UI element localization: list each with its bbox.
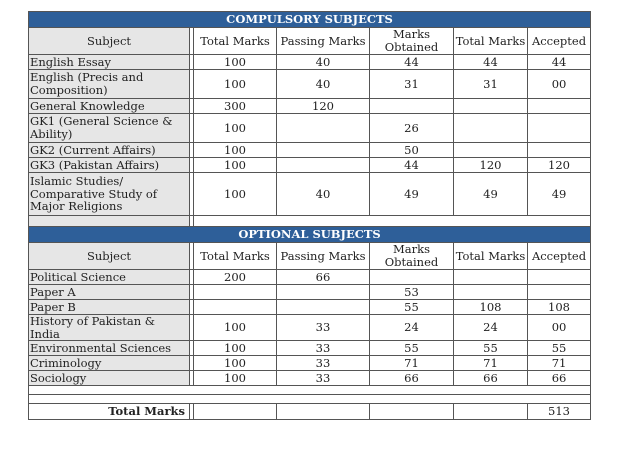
table-row bbox=[29, 70, 591, 99]
obtained-cell: 50 bbox=[370, 143, 454, 158]
obtained-cell: 26 bbox=[370, 114, 454, 143]
table-row bbox=[29, 371, 591, 386]
passing-cell: 33 bbox=[277, 356, 370, 371]
total-cell: 100 bbox=[194, 55, 277, 70]
table-row bbox=[29, 270, 591, 285]
column-header-row bbox=[29, 28, 591, 55]
accepted-cell: 55 bbox=[528, 341, 591, 356]
obtained-cell: 55 bbox=[370, 300, 454, 315]
obtained-cell: 55 bbox=[370, 341, 454, 356]
subject-cell: GK2 (Current Affairs) bbox=[29, 143, 190, 158]
total-cell: 100 bbox=[194, 371, 277, 386]
total2-cell bbox=[454, 285, 528, 300]
subject-cell: General Knowledge bbox=[29, 99, 190, 114]
col-subject: Subject bbox=[29, 243, 190, 270]
table-row bbox=[29, 99, 591, 114]
accepted-cell: 66 bbox=[528, 371, 591, 386]
obtained-cell: 44 bbox=[370, 158, 454, 173]
accepted-cell bbox=[528, 99, 591, 114]
obtained-cell: 71 bbox=[370, 356, 454, 371]
col-total-marks: Total Marks bbox=[194, 243, 277, 270]
total-marks-row bbox=[29, 404, 591, 420]
total-cell: 300 bbox=[194, 99, 277, 114]
total-cell: 100 bbox=[194, 341, 277, 356]
column-header-row bbox=[29, 243, 591, 270]
total2-cell bbox=[454, 99, 528, 114]
col-marks-obtained: Marks Obtained bbox=[370, 243, 454, 270]
subject-cell: Islamic Studies/ Comparative Study of Major Religions bbox=[29, 173, 190, 216]
accepted-cell: 71 bbox=[528, 356, 591, 371]
total2-cell: 108 bbox=[454, 300, 528, 315]
subject-cell: Environmental Sciences bbox=[29, 341, 190, 356]
total-accepted-value: 513 bbox=[528, 404, 591, 420]
col-marks-obtained: Marks Obtained bbox=[370, 28, 454, 55]
total-cell: 100 bbox=[194, 158, 277, 173]
passing-cell: 40 bbox=[277, 55, 370, 70]
spacer-cell bbox=[29, 386, 591, 395]
optional-title: OPTIONAL SUBJECTS bbox=[29, 227, 591, 243]
passing-cell: 40 bbox=[277, 173, 370, 216]
accepted-cell bbox=[528, 270, 591, 285]
passing-cell bbox=[277, 300, 370, 315]
accepted-cell: 108 bbox=[528, 300, 591, 315]
col-accepted: Accepted bbox=[528, 243, 591, 270]
table-row bbox=[29, 55, 591, 70]
total2-cell: 120 bbox=[454, 158, 528, 173]
table-row bbox=[29, 315, 591, 341]
accepted-cell: 00 bbox=[528, 315, 591, 341]
total2-cell: 31 bbox=[454, 70, 528, 99]
total-cell: 100 bbox=[194, 70, 277, 99]
subject-cell: Criminology bbox=[29, 356, 190, 371]
table-row bbox=[29, 341, 591, 356]
passing-cell bbox=[277, 114, 370, 143]
spacer-row bbox=[29, 386, 591, 395]
spacer-cell bbox=[29, 216, 190, 227]
passing-cell: 33 bbox=[277, 371, 370, 386]
col-passing-marks: Passing Marks bbox=[277, 243, 370, 270]
total-cell bbox=[194, 300, 277, 315]
marks-table bbox=[28, 11, 591, 420]
table-row bbox=[29, 285, 591, 300]
passing-cell: 33 bbox=[277, 341, 370, 356]
table-row bbox=[29, 114, 591, 143]
compulsory-section-header bbox=[29, 12, 591, 28]
total2-cell bbox=[454, 143, 528, 158]
subject-cell: History of Pakistan & India bbox=[29, 315, 190, 341]
obtained-cell: 53 bbox=[370, 285, 454, 300]
accepted-cell: 00 bbox=[528, 70, 591, 99]
col-total-marks-2: Total Marks bbox=[454, 243, 528, 270]
empty-cell bbox=[277, 404, 370, 420]
passing-cell: 33 bbox=[277, 315, 370, 341]
total-marks-label: Total Marks bbox=[29, 404, 190, 420]
table-row bbox=[29, 158, 591, 173]
total-cell: 100 bbox=[194, 315, 277, 341]
optional-section-header bbox=[29, 227, 591, 243]
accepted-cell bbox=[528, 285, 591, 300]
passing-cell bbox=[277, 158, 370, 173]
passing-cell bbox=[277, 285, 370, 300]
spacer-cell bbox=[194, 216, 591, 227]
table-row bbox=[29, 143, 591, 158]
accepted-cell bbox=[528, 114, 591, 143]
passing-cell: 120 bbox=[277, 99, 370, 114]
empty-cell bbox=[194, 404, 277, 420]
spacer-cell bbox=[29, 395, 591, 404]
passing-cell: 40 bbox=[277, 70, 370, 99]
total2-cell bbox=[454, 114, 528, 143]
col-total-marks-2: Total Marks bbox=[454, 28, 528, 55]
passing-cell: 66 bbox=[277, 270, 370, 285]
obtained-cell bbox=[370, 270, 454, 285]
obtained-cell: 49 bbox=[370, 173, 454, 216]
subject-cell: Paper A bbox=[29, 285, 190, 300]
total-cell: 100 bbox=[194, 173, 277, 216]
table-row bbox=[29, 173, 591, 216]
subject-cell: Paper B bbox=[29, 300, 190, 315]
subject-cell: GK3 (Pakistan Affairs) bbox=[29, 158, 190, 173]
total-cell: 100 bbox=[194, 143, 277, 158]
table-row bbox=[29, 356, 591, 371]
subject-cell: English (Precis and Composition) bbox=[29, 70, 190, 99]
empty-cell bbox=[370, 404, 454, 420]
accepted-cell: 49 bbox=[528, 173, 591, 216]
table-row bbox=[29, 300, 591, 315]
passing-cell bbox=[277, 143, 370, 158]
col-accepted: Accepted bbox=[528, 28, 591, 55]
total2-cell: 24 bbox=[454, 315, 528, 341]
total-cell bbox=[194, 285, 277, 300]
total2-cell: 71 bbox=[454, 356, 528, 371]
total2-cell: 44 bbox=[454, 55, 528, 70]
empty-cell bbox=[454, 404, 528, 420]
total2-cell bbox=[454, 270, 528, 285]
obtained-cell: 24 bbox=[370, 315, 454, 341]
obtained-cell: 66 bbox=[370, 371, 454, 386]
subject-cell: Political Science bbox=[29, 270, 190, 285]
accepted-cell: 44 bbox=[528, 55, 591, 70]
obtained-cell: 31 bbox=[370, 70, 454, 99]
spacer-row bbox=[29, 395, 591, 404]
total2-cell: 55 bbox=[454, 341, 528, 356]
total2-cell: 49 bbox=[454, 173, 528, 216]
obtained-cell: 44 bbox=[370, 55, 454, 70]
total-cell: 100 bbox=[194, 114, 277, 143]
obtained-cell bbox=[370, 99, 454, 114]
compulsory-title: COMPULSORY SUBJECTS bbox=[29, 12, 591, 28]
col-passing-marks: Passing Marks bbox=[277, 28, 370, 55]
accepted-cell bbox=[528, 143, 591, 158]
accepted-cell: 120 bbox=[528, 158, 591, 173]
total2-cell: 66 bbox=[454, 371, 528, 386]
col-subject: Subject bbox=[29, 28, 190, 55]
subject-cell: English Essay bbox=[29, 55, 190, 70]
col-total-marks: Total Marks bbox=[194, 28, 277, 55]
total-cell: 100 bbox=[194, 356, 277, 371]
subject-cell: Sociology bbox=[29, 371, 190, 386]
spacer-row bbox=[29, 216, 591, 227]
total-cell: 200 bbox=[194, 270, 277, 285]
subject-cell: GK1 (General Science & Ability) bbox=[29, 114, 190, 143]
